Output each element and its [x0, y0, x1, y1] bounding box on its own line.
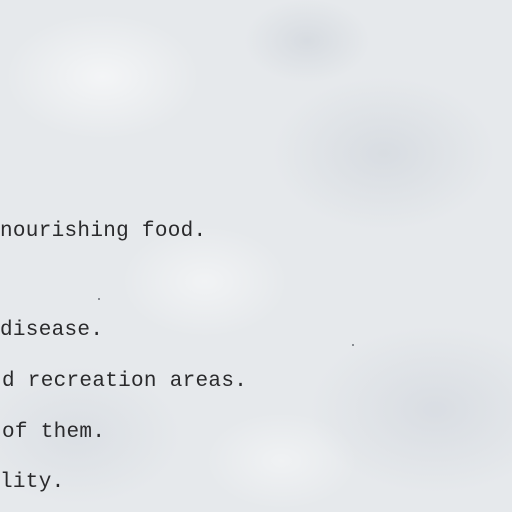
text-line-lity: lity.	[0, 471, 65, 494]
paper-speck	[98, 298, 100, 300]
text-line-recreation-areas: d recreation areas.	[2, 370, 248, 393]
text-line-disease: disease.	[0, 319, 104, 342]
paper-speck	[352, 344, 354, 346]
text-line-nourishing-food: nourishing food.	[0, 220, 207, 243]
text-line-of-them: of them.	[2, 421, 106, 444]
